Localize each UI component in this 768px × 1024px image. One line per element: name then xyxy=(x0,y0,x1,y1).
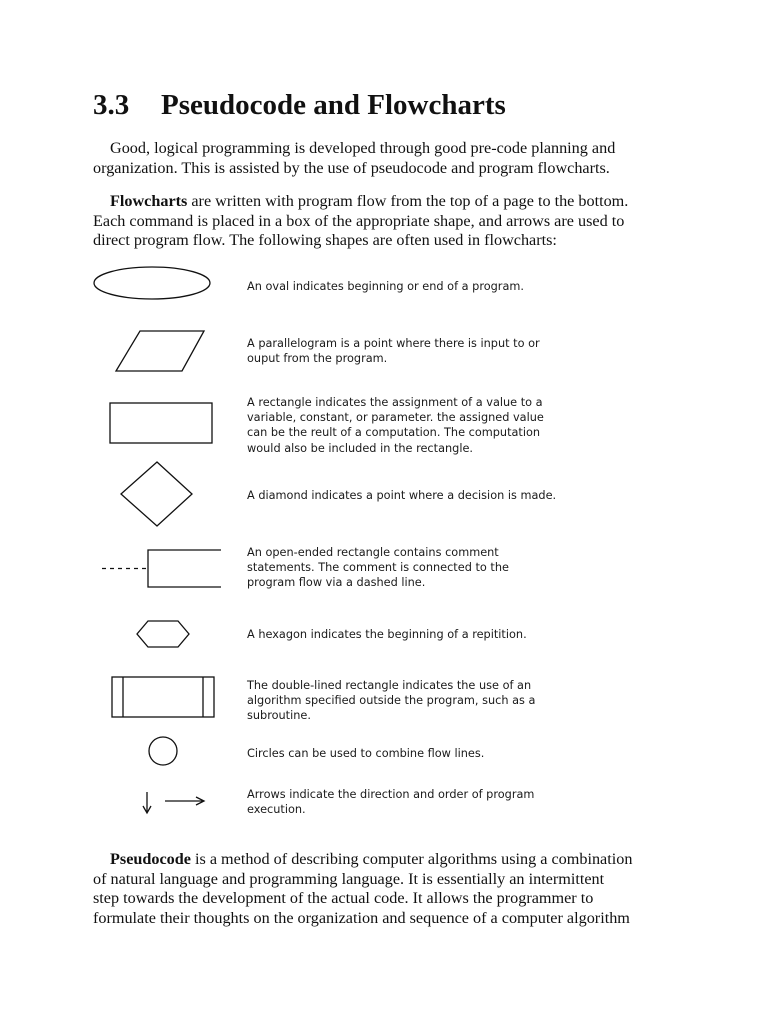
rectangle-caption: A rectangle indicates the assignment of a value to a variable, constant, or parameter. the assigned value can be the reult of a computation. The computation would also be included in the rectangle. xyxy=(247,396,544,455)
hexagon-shape xyxy=(137,621,189,647)
pseudocode-line-2: of natural language and programming language. It is essentially an intermittent xyxy=(93,869,605,888)
circle-shape xyxy=(149,737,177,765)
oval-shape xyxy=(94,267,210,299)
open-rectangle-shape xyxy=(102,550,221,587)
parallelogram-shape xyxy=(116,331,204,371)
section-heading xyxy=(93,86,506,124)
pseudocode-line-1: is a method of describing computer algorithms using a combination xyxy=(190,850,633,868)
oval-caption: An oval indicates beginning or end of a program. xyxy=(247,280,524,293)
parallelogram-caption: A parallelogram is a point where there is input to or ouput from the program. xyxy=(247,337,540,366)
double-rectangle-shape xyxy=(112,677,214,717)
arrows-shape xyxy=(143,792,204,813)
intro-line-2: organization. This is assisted by the use of pseudocode and program flowcharts. xyxy=(93,158,610,177)
pseudocode-line-4: formulate their thoughts on the organization and sequence of a computer algorithm xyxy=(93,908,630,927)
flowcharts-term: Flowcharts xyxy=(110,192,188,210)
pseudocode-term: Pseudocode xyxy=(110,850,191,868)
pseudocode-paragraph xyxy=(93,850,693,928)
double-rectangle-caption: The double-lined rectangle indicates the use of an algorithm specified outside the program, such as a subroutine. xyxy=(247,679,536,723)
section-number: 3.3 xyxy=(93,89,130,121)
flowcharts-line-2: Each command is placed in a box of the appropriate shape, and arrows are used to xyxy=(93,211,625,230)
intro-paragraph xyxy=(93,139,693,178)
rectangle-shape xyxy=(110,403,212,443)
hexagon-caption: A hexagon indicates the beginning of a repitition. xyxy=(247,628,527,641)
pseudocode-line-3: step towards the development of the actual code. It allows the programmer to xyxy=(93,889,594,907)
flowcharts-paragraph xyxy=(93,192,693,251)
flowcharts-line-1: are written with program flow from the top of a page to the bottom. xyxy=(187,192,629,210)
open-rectangle-caption: An open-ended rectangle contains comment statements. The comment is connected to the program flow via a dashed line. xyxy=(247,546,509,590)
arrows-caption: Arrows indicate the direction and order of program execution. xyxy=(247,788,535,817)
intro-line-1: Good, logical programming is developed through good pre-code planning and xyxy=(110,139,616,157)
diamond-shape xyxy=(121,462,192,526)
flowchart-shapes-figure xyxy=(90,265,590,830)
flowcharts-line-3: direct program flow. The following shapes are often used in flowcharts: xyxy=(93,231,557,249)
diamond-caption: A diamond indicates a point where a decision is made. xyxy=(247,489,557,502)
section-title: Pseudocode and Flowcharts xyxy=(161,89,506,121)
circle-caption: Circles can be used to combine flow lines. xyxy=(247,747,485,760)
